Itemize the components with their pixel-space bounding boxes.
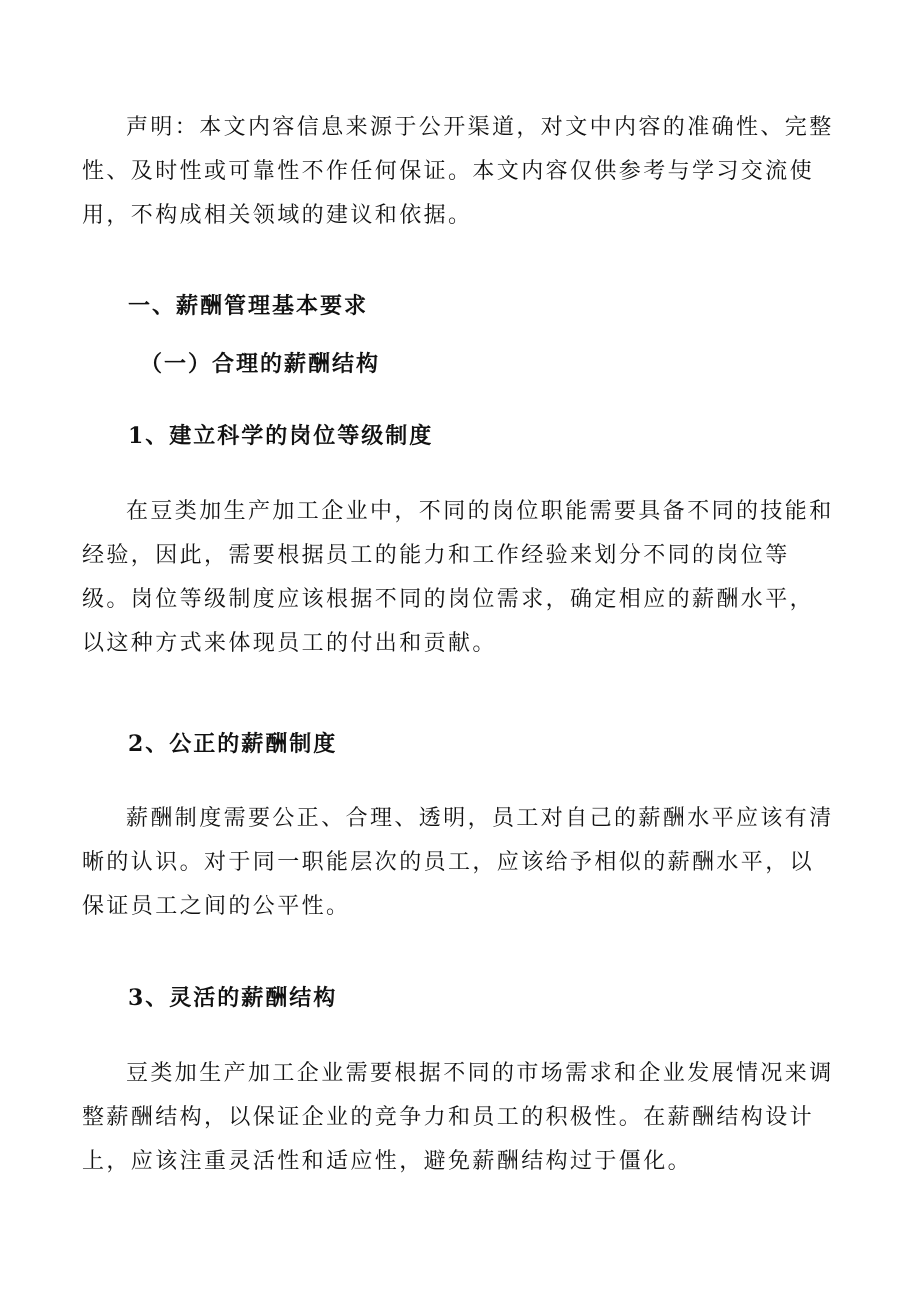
item-body-3: 豆类加生产加工企业需要根据不同的市场需求和企业发展情况来调整薪酬结构，以保证企业的竞争力和员工的积极性。在薪酬结构设计上，应该注重灵活性和适应性，避免薪酬结构过于僵化。: [82, 1061, 834, 1174]
section-title: 一、薪酬管理基本要求: [128, 293, 369, 319]
item-heading-2: 2、公正的薪酬制度: [128, 731, 338, 757]
item-heading-3: 3、灵活的薪酬结构: [128, 985, 338, 1011]
item-body-2: 薪酬制度需要公正、合理、透明，员工对自己的薪酬水平应该有清晰的认识。对于同一职能层次的员工，应该给予相似的薪酬水平，以保证员工之间的公平性。: [82, 806, 834, 919]
item-heading-1: 1、建立科学的岗位等级制度: [128, 423, 434, 449]
subsection-title: （一）合理的薪酬结构: [140, 351, 381, 377]
disclaimer-paragraph: 声明：本文内容信息来源于公开渠道，对文中内容的准确性、完整性、及时性或可靠性不作任何保证。本文内容仅供参考与学习交流使用，不构成相关领域的建议和依据。: [82, 115, 834, 228]
item-body-1: 在豆类加生产加工企业中，不同的岗位职能需要具备不同的技能和经验，因此，需要根据员工的能力和工作经验来划分不同的岗位等级。岗位等级制度应该根据不同的岗位需求，确定相应的薪酬水平，以这种方式来体现员工的付出和贡献。: [82, 499, 834, 656]
